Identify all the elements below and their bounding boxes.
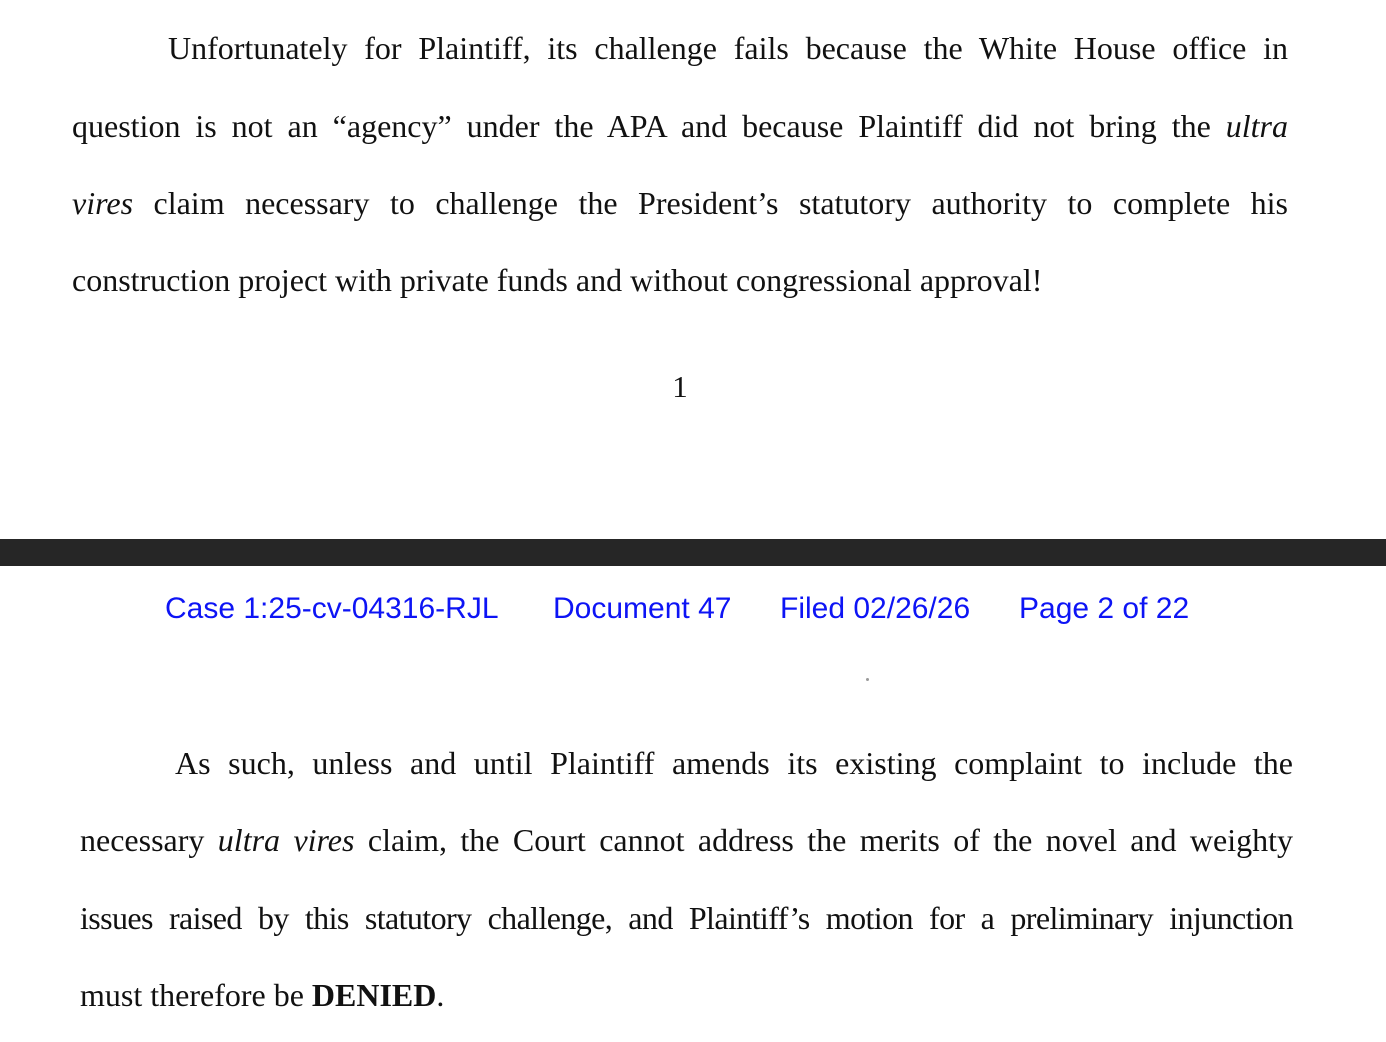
paragraph-2-line-4-period: . [436, 977, 445, 1013]
paragraph-2-line-4-roman: must therefore be [80, 977, 312, 1013]
page-number: 1 [672, 369, 688, 404]
paragraph-1-line-3-roman: claim necessary to challenge the President’s statutory authority to complete his [133, 185, 1288, 221]
paragraph-2-line-2-roman-b: claim, the Court cannot address the merits of the novel and weighty [354, 822, 1294, 858]
paragraph-2-line-4 [80, 979, 444, 1011]
paragraph-1-line-2 [72, 110, 1288, 142]
paragraph-2-line-2-text [80, 824, 1293, 856]
case-number: Case 1:25-cv-04316-RJL [165, 592, 499, 625]
page-count: Page 2 of 22 [1019, 592, 1190, 625]
paragraph-2-line-2-italic: ultra vires [217, 822, 355, 858]
paragraph-2-line-2-roman-a: necessary [80, 822, 218, 858]
paragraph-1-line-2-text [72, 110, 1288, 142]
paragraph-2-line-3 [80, 902, 1293, 934]
denied-emphasis: DENIED [311, 977, 437, 1013]
scan-speck [866, 678, 869, 681]
paragraph-1-line-4: construction project with private funds and without congressional approval! [72, 262, 1043, 298]
paragraph-2-line-1 [175, 747, 1293, 779]
filed-date: Filed 02/26/26 [780, 592, 971, 625]
paragraph-1-line-1-text: Unfortunately for Plaintiff, its challenge fails because the White House office in [168, 30, 1288, 66]
paragraph-1-line-3 [72, 187, 1288, 219]
paragraph-1-line-2-roman: question is not an “agency” under the APA and because Plaintiff did not bring the [72, 108, 1226, 144]
document-number: Document 47 [553, 592, 732, 625]
page-separator [0, 539, 1386, 566]
paragraph-2-line-2 [80, 824, 1293, 856]
paragraph-1-line-1 [168, 32, 1288, 64]
paragraph-2-line-1-text: As such, unless and until Plaintiff amends its existing complaint to include the [175, 745, 1293, 781]
document-page-2 [0, 566, 1386, 1042]
paragraph-2-line-3-text: issues raised by this statutory challenge, and Plaintiff’s motion for a preliminary injunction [80, 900, 1293, 936]
paragraph-1-line-3-text [72, 187, 1288, 219]
paragraph-1-line-3-italic: vires [72, 185, 134, 221]
ecf-header [0, 592, 1386, 632]
paragraph-1-line-2-italic: ultra [1225, 108, 1288, 144]
